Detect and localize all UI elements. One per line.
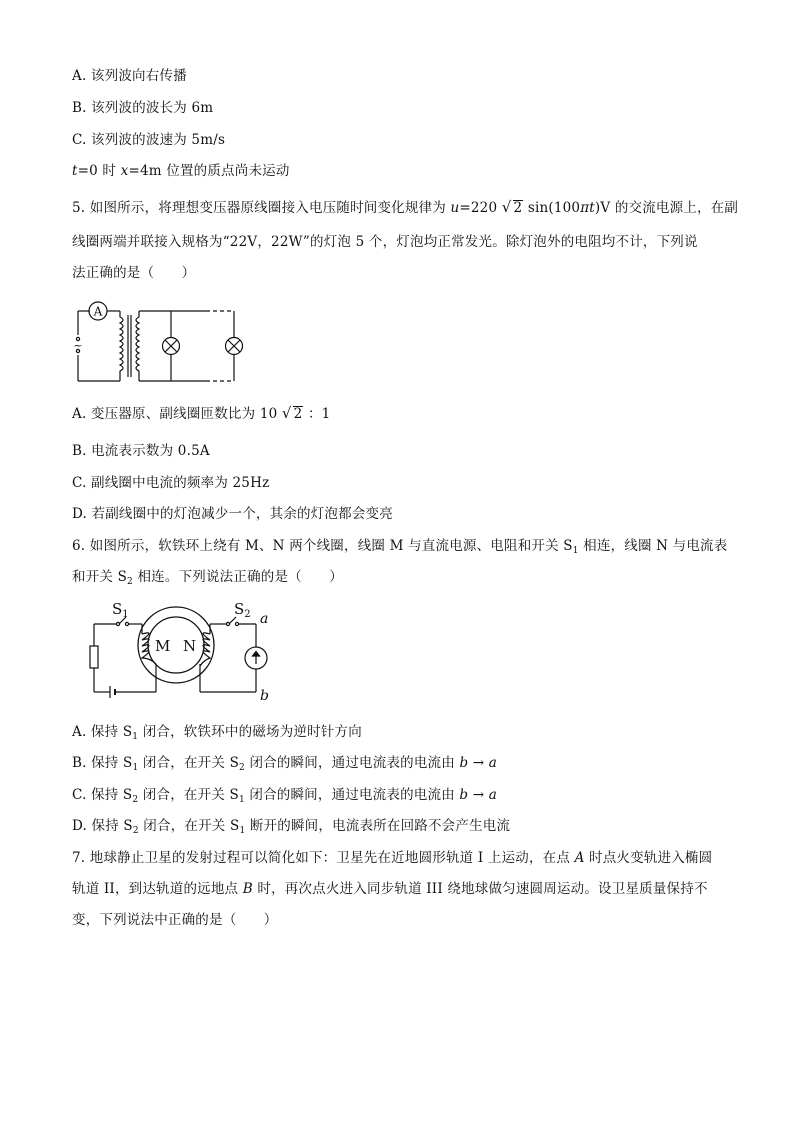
sqrt-radicand: 2 bbox=[513, 200, 523, 216]
switch-contact bbox=[125, 622, 128, 625]
text: 时，再次点火进入同步轨道 III 绕地球做匀速圆周运动。设卫星质量保持不 bbox=[252, 881, 708, 897]
text: =220 bbox=[459, 200, 498, 216]
q5-stem-line1 bbox=[72, 199, 738, 216]
q6-option-b bbox=[72, 755, 497, 771]
q6-stem-line2 bbox=[72, 569, 343, 585]
q7-stem-line2 bbox=[72, 881, 708, 897]
label-s1: $S_1$ bbox=[112, 600, 129, 620]
subscript: 2 bbox=[132, 826, 139, 836]
text: A. 保持 S bbox=[72, 724, 133, 740]
subscript: 2 bbox=[132, 795, 139, 805]
text: 断开的瞬间，电流表所在回路不会产生电流 bbox=[245, 818, 511, 834]
text: 时点火变轨进入椭圆 bbox=[584, 850, 713, 866]
q6-option-d bbox=[72, 818, 510, 834]
switch-contact bbox=[235, 622, 238, 625]
q7-stem-line1 bbox=[72, 850, 712, 866]
direction: b → a bbox=[459, 755, 498, 771]
subscript: 1 bbox=[132, 732, 139, 742]
subscript: 2 bbox=[239, 763, 245, 773]
subscript: 1 bbox=[238, 795, 245, 805]
direction: b → a bbox=[459, 787, 497, 803]
text: 闭合的瞬间，通过电流表的电流由 bbox=[244, 755, 460, 771]
label-n: N bbox=[183, 637, 197, 655]
text: 闭合，软铁环中的磁场为逆时针方向 bbox=[138, 724, 362, 740]
sqrt-sign: √ bbox=[281, 404, 292, 422]
label-m: M bbox=[155, 637, 171, 655]
secondary-coil bbox=[136, 311, 139, 381]
sqrt-sign: √ bbox=[501, 198, 512, 216]
text: D. 保持 S bbox=[72, 818, 133, 834]
text: 轨道 II，到达轨道的远地点 bbox=[72, 881, 243, 897]
text: 5. 如图所示，将理想变压器原线圈接入电压随时间变化规律为 bbox=[72, 200, 451, 216]
text: )V 的交流电源上，在副 bbox=[594, 200, 739, 216]
q5-stem-line3: 法正确的是（ ） bbox=[72, 265, 196, 281]
text: 闭合，在开关 S bbox=[138, 787, 239, 803]
q5-option-d: D. 若副线圈中的灯泡减少一个，其余的灯泡都会变亮 bbox=[72, 506, 393, 522]
q6-option-c bbox=[72, 787, 497, 803]
q5-stem-line2: 线圈两端并联接入规格为“22V，22W”的灯泡 5 个，灯泡均正常发光。除灯泡外的电阻均不计，下列说 bbox=[72, 234, 698, 250]
label-s2: $S_2$ bbox=[234, 600, 251, 620]
text: 和开关 S bbox=[72, 569, 128, 585]
text: 6. 如图所示，软铁环上绕有 M、N 两个线圈，线圈 M 与直流电源、电阻和开关 S bbox=[72, 538, 573, 554]
label-a: a bbox=[260, 611, 269, 627]
q6-option-a bbox=[72, 724, 362, 740]
point-b: B bbox=[242, 881, 253, 897]
q4-option-b: B. 该列波的波长为 6m bbox=[72, 100, 214, 116]
subscript: 2 bbox=[127, 577, 133, 587]
switch-s2-blade bbox=[229, 617, 236, 624]
text: 相连。下列说法正确的是（ ） bbox=[132, 569, 343, 585]
q5-option-c: C. 副线圈中电流的频率为 25Hz bbox=[72, 475, 270, 491]
text: 闭合，在开关 S bbox=[138, 818, 240, 834]
var-x: x bbox=[120, 163, 129, 179]
var-t: t bbox=[72, 163, 78, 179]
subscript: 1 bbox=[132, 763, 139, 773]
label-b: b bbox=[260, 688, 269, 704]
galvanometer-arrowhead bbox=[253, 652, 260, 657]
subscript: 1 bbox=[239, 826, 246, 836]
text: sin(100 bbox=[523, 200, 581, 216]
resistor bbox=[90, 646, 98, 668]
q4-option-a: A. 该列波向右传播 bbox=[72, 68, 187, 84]
point-a: A bbox=[574, 850, 585, 866]
subscript: 1 bbox=[572, 546, 579, 556]
q6-iron-ring-figure bbox=[84, 598, 284, 704]
text: =4m 位置的质点尚未运动 bbox=[128, 163, 290, 179]
text: 闭合的瞬间，通过电流表的电流由 bbox=[244, 787, 460, 803]
q4-option-c: C. 该列波的波速为 5m/s bbox=[72, 132, 226, 148]
text: ：1 bbox=[303, 406, 331, 422]
text: C. 保持 S bbox=[72, 787, 133, 803]
text: 闭合，在开关 S bbox=[138, 755, 240, 771]
coil-n bbox=[200, 633, 210, 666]
q5-option-a bbox=[72, 405, 330, 422]
var-u: u bbox=[450, 200, 460, 216]
q7-stem-line3: 变，下列说法中正确的是（ ） bbox=[72, 912, 278, 928]
ac-source-symbol: ~ bbox=[73, 339, 83, 352]
text: =0 时 bbox=[77, 163, 121, 179]
text: A. 变压器原、副线圈匝数比为 10 bbox=[72, 406, 278, 422]
q5-option-b: B. 电流表示数为 0.5A bbox=[72, 443, 210, 459]
var-pit: πt bbox=[580, 200, 595, 216]
text: 相连，线圈 N 与电流表 bbox=[578, 538, 728, 554]
ammeter-label: A bbox=[93, 304, 103, 319]
text: B. 保持 S bbox=[72, 755, 133, 771]
q5-transformer-circuit-figure bbox=[70, 295, 250, 387]
q4-option-d bbox=[72, 163, 290, 179]
primary-coil bbox=[120, 311, 123, 381]
text: 7. 地球静止卫星的发射过程可以简化如下：卫星先在近地圆形轨道 I 上运动，在点 bbox=[72, 850, 575, 866]
q6-stem-line1 bbox=[72, 538, 727, 554]
sqrt-radicand: 2 bbox=[293, 406, 303, 422]
